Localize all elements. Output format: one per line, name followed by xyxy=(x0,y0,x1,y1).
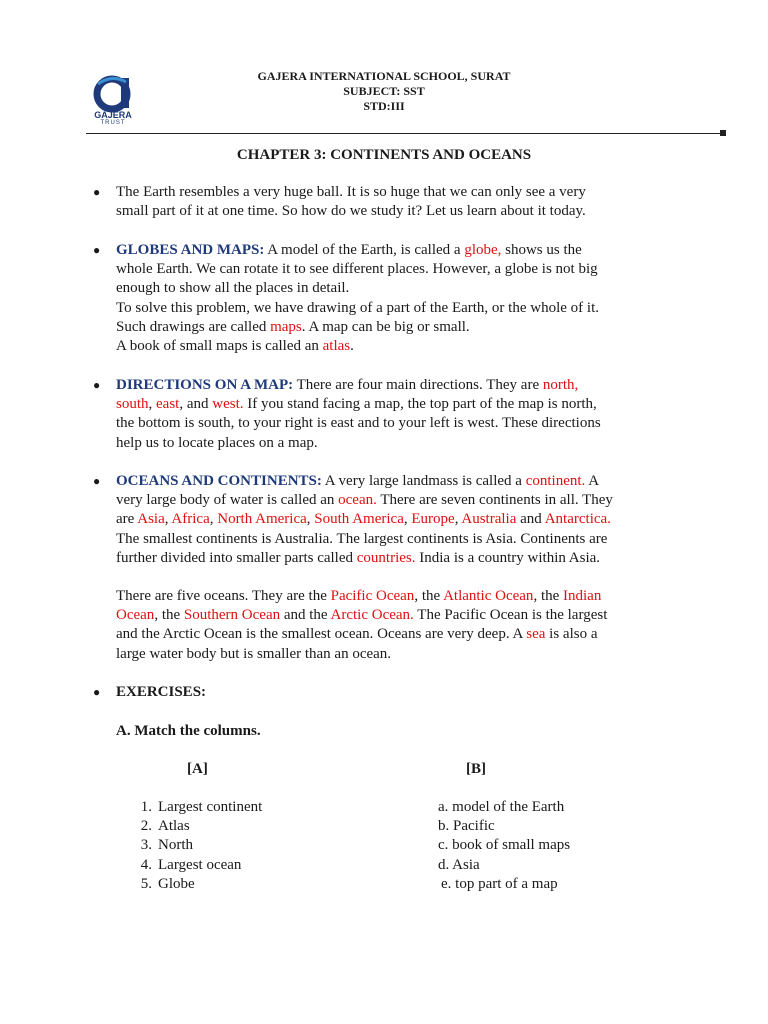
header-divider xyxy=(86,133,726,134)
subject-line: SUBJECT: SST xyxy=(343,84,425,98)
text: India is a country within Asia. xyxy=(415,549,601,566)
oceans-paragraph xyxy=(116,472,716,568)
text: , the xyxy=(533,588,564,604)
text: further divided into smaller parts called xyxy=(116,549,357,566)
text: , xyxy=(403,511,412,528)
term-countries: countries. xyxy=(356,549,416,566)
text: shows us the xyxy=(501,242,582,258)
term-europe: Europe xyxy=(411,511,455,528)
text: and the Arctic Ocean is the smallest ocean. Oceans are very deep. A xyxy=(116,626,527,643)
text: , xyxy=(454,511,462,528)
text: are xyxy=(116,511,138,528)
list-item xyxy=(130,856,262,875)
term-west: west. xyxy=(212,396,244,413)
text: , and xyxy=(179,396,213,413)
text: There are seven continents in all. They xyxy=(376,492,613,509)
text: , the xyxy=(414,588,444,604)
text: , xyxy=(209,511,218,528)
text-line: The smallest continents is Australia. The largest continents is Asia. Continents are xyxy=(116,530,608,547)
exercises-heading: EXERCISES: xyxy=(116,684,207,700)
directions-heading: DIRECTIONS ON A MAP: xyxy=(116,377,294,393)
bullet-icon: ● xyxy=(93,685,101,699)
item-text: Largest ocean xyxy=(158,856,242,873)
column-b-list xyxy=(438,798,570,894)
globes-paragraph xyxy=(116,241,716,356)
text: and xyxy=(516,511,545,528)
item-text: Largest continent xyxy=(158,799,263,815)
bullet-icon: ● xyxy=(93,474,101,488)
term-maps: maps xyxy=(270,318,302,335)
text: Such drawings are called xyxy=(116,318,271,335)
term-atlantic: Atlantic Ocean xyxy=(443,588,534,604)
text-line: large water body but is smaller than an ocean. xyxy=(116,645,392,662)
text: A model of the Earth, is called a xyxy=(264,242,465,258)
text: very large body of water is called an xyxy=(116,492,339,509)
item-number: 1. xyxy=(140,799,152,815)
term-atlas: atlas xyxy=(322,338,351,355)
globes-heading: GLOBES AND MAPS: xyxy=(116,242,265,258)
text: , the xyxy=(154,607,184,624)
term-globe: globe, xyxy=(464,242,502,258)
bullet-icon: ● xyxy=(93,185,101,199)
list-item: d. Asia xyxy=(438,856,480,873)
text: A very large landmass is called a xyxy=(321,473,526,489)
item-text: Atlas xyxy=(158,818,190,835)
term-pacific: Pacific Ocean xyxy=(330,588,415,604)
intro-line: small part of it at one time. So how do we study it? Let us learn about it today. xyxy=(116,203,586,220)
bullet-icon: ● xyxy=(93,378,101,392)
text: If you stand facing a map, the top part of the map is north, xyxy=(243,396,597,413)
text: The Pacific Ocean is the largest xyxy=(413,607,608,624)
list-item xyxy=(130,836,262,855)
term-south: south xyxy=(116,396,149,413)
text: , xyxy=(164,511,172,528)
item-number: 5. xyxy=(140,875,152,892)
text: , xyxy=(306,511,315,528)
term-east: east xyxy=(156,396,180,413)
list-item xyxy=(130,817,262,836)
text: . xyxy=(350,338,354,355)
divider-end-mark xyxy=(720,130,726,136)
bullet-icon: ● xyxy=(93,243,101,257)
text-line: enough to show all the places in detail. xyxy=(116,280,350,297)
term-southern: Southern Ocean xyxy=(183,607,281,624)
text-line: help us to locate places on a map. xyxy=(116,434,318,451)
oceans-heading: OCEANS AND CONTINENTS: xyxy=(116,473,322,489)
term-indian: Indian xyxy=(563,588,602,604)
text: A book of small maps is called an xyxy=(116,338,323,355)
logo-subtext: TRUST xyxy=(100,120,126,126)
text: A xyxy=(585,473,600,489)
text: , xyxy=(148,396,157,413)
text: and the xyxy=(280,607,331,624)
text-line: whole Earth. We can rotate it to see different places. However, a globe is not big xyxy=(116,261,598,278)
list-item xyxy=(130,798,262,817)
term-indian-ocean: Ocean xyxy=(116,607,155,624)
item-text: Globe xyxy=(158,875,195,892)
list-item: a. model of the Earth xyxy=(438,799,565,815)
term-africa: Africa xyxy=(171,511,210,528)
oceans-paragraph-2 xyxy=(116,587,716,664)
term-arctic: Arctic Ocean. xyxy=(330,607,414,624)
term-ocean: ocean. xyxy=(338,492,377,509)
item-number: 4. xyxy=(140,856,152,873)
column-a-list xyxy=(130,798,262,894)
logo-text: GAJERA xyxy=(94,110,132,120)
list-item: b. Pacific xyxy=(438,818,495,835)
text: . A map can be big or small. xyxy=(301,318,470,335)
std-line: STD:III xyxy=(363,99,405,113)
chapter-title: CHAPTER 3: CONTINENTS AND OCEANS xyxy=(236,147,532,163)
directions-paragraph xyxy=(116,376,716,453)
text: There are four main directions. They are xyxy=(293,377,543,393)
text: There are five oceans. They are the xyxy=(116,588,331,604)
intro-line: The Earth resembles a very huge ball. It is so huge that we can only see a very xyxy=(116,184,586,200)
term-south-america: South America xyxy=(314,511,404,528)
term-continent: continent. xyxy=(525,473,586,489)
term-antarctica: Antarctica. xyxy=(544,511,611,528)
list-item: e. top part of a map xyxy=(441,875,558,892)
item-text: North xyxy=(158,837,193,854)
section-a-title: A. Match the columns. xyxy=(116,723,261,739)
term-sea: sea xyxy=(526,626,546,643)
term-asia: Asia xyxy=(137,511,165,528)
item-number: 3. xyxy=(140,837,152,854)
term-north: north, xyxy=(542,377,579,393)
list-item xyxy=(130,875,262,894)
text: is also a xyxy=(545,626,598,643)
list-item: c. book of small maps xyxy=(438,837,571,854)
text-line: To solve this problem, we have drawing of a part of the Earth, or the whole of it. xyxy=(116,299,599,316)
item-number: 2. xyxy=(140,818,152,835)
intro-paragraph xyxy=(116,183,716,221)
school-name: GAJERA INTERNATIONAL SCHOOL, SURAT xyxy=(257,69,511,83)
column-b-header: [B] xyxy=(466,761,486,777)
term-north-america: North America xyxy=(217,511,307,528)
text-line: the bottom is south, to your right is east and to your left is west. These directions xyxy=(116,415,601,432)
term-australia: Australia xyxy=(461,511,517,528)
column-a-header: [A] xyxy=(187,761,208,777)
